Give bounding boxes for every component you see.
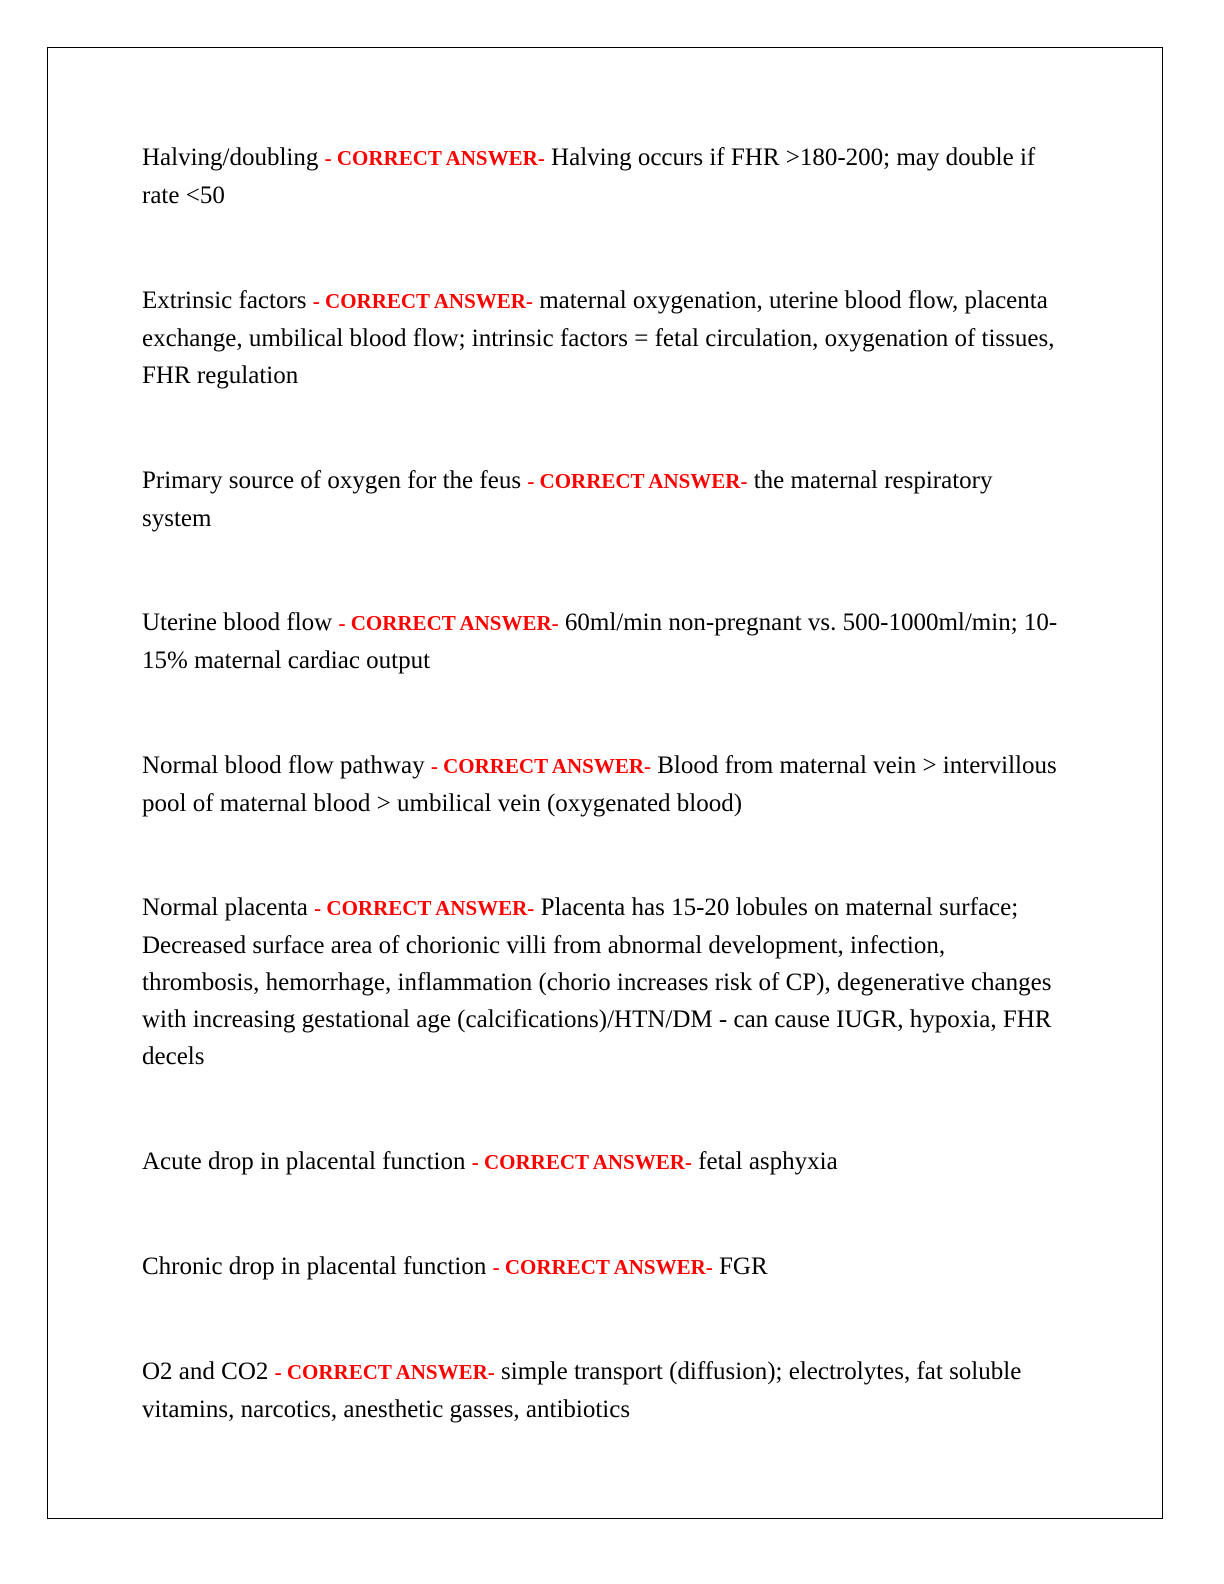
correct-answer-label: - CORRECT ANSWER- bbox=[430, 754, 651, 778]
answer: FGR bbox=[719, 1253, 768, 1280]
qa-item bbox=[142, 282, 1062, 394]
correct-answer-label: - CORRECT ANSWER- bbox=[492, 1255, 713, 1279]
qa-item bbox=[142, 1143, 1062, 1181]
correct-answer-label: - CORRECT ANSWER- bbox=[274, 1360, 495, 1384]
correct-answer-label: - CORRECT ANSWER- bbox=[338, 611, 559, 635]
qa-item bbox=[142, 139, 1062, 214]
correct-answer-label: - CORRECT ANSWER- bbox=[324, 146, 545, 170]
qa-item bbox=[142, 1353, 1062, 1428]
term: Primary source of oxygen for the feus bbox=[142, 467, 522, 494]
correct-answer-label: - CORRECT ANSWER- bbox=[314, 896, 535, 920]
term: O2 and CO2 bbox=[142, 1358, 269, 1385]
answer: maternal oxygenation, uterine blood flow, placenta exchange, umbilical blood flow; intrinsic factors = fetal circulation, oxygenation of tissues, FHR regulation bbox=[142, 287, 1055, 389]
answer: Blood from maternal vein > intervillous pool of maternal blood > umbilical vein (oxygenated blood) bbox=[142, 752, 1057, 817]
answer: fetal asphyxia bbox=[698, 1148, 838, 1175]
qa-item bbox=[142, 1248, 1062, 1286]
term: Extrinsic factors bbox=[142, 287, 307, 314]
correct-answer-label: - CORRECT ANSWER- bbox=[471, 1150, 692, 1174]
answer: 60ml/min non-pregnant vs. 500-1000ml/min; 10-15% maternal cardiac output bbox=[142, 609, 1058, 674]
correct-answer-label: - CORRECT ANSWER- bbox=[527, 469, 748, 493]
answer: the maternal respiratory system bbox=[142, 467, 993, 532]
qa-item bbox=[142, 462, 1062, 537]
term: Chronic drop in placental function bbox=[142, 1253, 487, 1280]
term: Acute drop in placental function bbox=[142, 1148, 466, 1175]
qa-item bbox=[142, 747, 1062, 822]
answer: Placenta has 15-20 lobules on maternal surface; Decreased surface area of chorionic villi from abnormal development, infection, thrombosis, hemorrhage, inflammation (chorio increases risk of CP), degenerative changes with increasing gestational age (calcifications)/HTN/DM - can cause IUGR, hypoxia, FHR decels bbox=[142, 894, 1052, 1070]
answer: Halving occurs if FHR >180-200; may double if rate <50 bbox=[142, 144, 1036, 209]
term: Halving/doubling bbox=[142, 144, 319, 171]
qa-item bbox=[142, 604, 1062, 679]
term: Normal blood flow pathway bbox=[142, 752, 425, 779]
term: Uterine blood flow bbox=[142, 609, 333, 636]
term: Normal placenta bbox=[142, 894, 308, 921]
correct-answer-label: - CORRECT ANSWER- bbox=[312, 289, 533, 313]
qa-item bbox=[142, 889, 1062, 1075]
answer: simple transport (diffusion); electrolytes, fat soluble vitamins, narcotics, anesthetic gasses, antibiotics bbox=[142, 1358, 1022, 1423]
